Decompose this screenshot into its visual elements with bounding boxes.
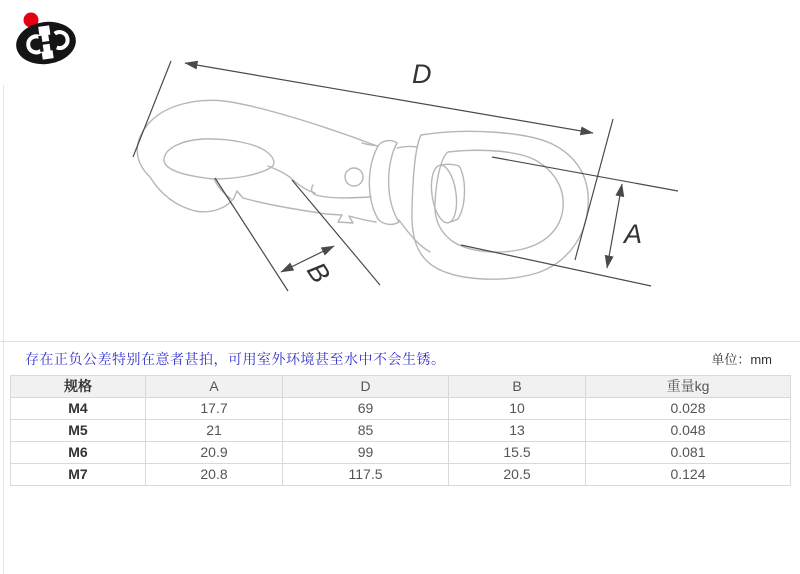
table-header-spec: 规格 xyxy=(11,376,146,398)
logo-letter: H xyxy=(35,28,57,58)
table-cell: 99 xyxy=(283,442,449,464)
dimension-label-d: D xyxy=(412,59,432,89)
table-cell-spec: M7 xyxy=(11,464,146,486)
table-cell-spec: M4 xyxy=(11,398,146,420)
table-cell: 15.5 xyxy=(449,442,586,464)
table-row xyxy=(11,420,791,442)
table-cell: 0.048 xyxy=(586,420,791,442)
table-row xyxy=(11,398,791,420)
table-cell: 0.124 xyxy=(586,464,791,486)
table-header-row xyxy=(11,376,791,398)
tolerance-note: 存在正负公差特别在意者甚拍，可用室外环境甚至水中不会生锈。 xyxy=(25,350,446,367)
table-cell: 20.5 xyxy=(449,464,586,486)
table-cell: 21 xyxy=(146,420,283,442)
table-cell-spec: M6 xyxy=(11,442,146,464)
snap-hook-outline xyxy=(137,100,588,279)
table-cell: 10 xyxy=(449,398,586,420)
spec-table xyxy=(10,375,791,486)
extension-line-b-left xyxy=(215,178,288,291)
table-cell: 20.8 xyxy=(146,464,283,486)
table-cell: 69 xyxy=(283,398,449,420)
table-row xyxy=(11,464,791,486)
table-cell: 0.028 xyxy=(586,398,791,420)
table-header-b: B xyxy=(449,376,586,398)
extension-line-d-right xyxy=(575,119,613,260)
dimension-lines xyxy=(133,61,678,291)
table-header-a: A xyxy=(146,376,283,398)
unit-label: 单位：mm xyxy=(711,352,772,367)
table-row xyxy=(11,442,791,464)
dimension-arrow-a xyxy=(607,184,622,268)
extension-line-a-top xyxy=(492,157,678,191)
table-cell: 20.9 xyxy=(146,442,283,464)
table-cell-spec: M5 xyxy=(11,420,146,442)
table-cell: 85 xyxy=(283,420,449,442)
dimension-arrow-d xyxy=(185,63,593,133)
table-cell: 13 xyxy=(449,420,586,442)
extension-line-b-right xyxy=(292,180,380,285)
dimension-label-a: A xyxy=(624,219,643,249)
note-row xyxy=(0,341,800,375)
dimension-label-b: B xyxy=(300,256,336,289)
table-header-weight: 重量kg xyxy=(586,376,791,398)
table-header-d: D xyxy=(283,376,449,398)
table-cell: 0.081 xyxy=(586,442,791,464)
table-cell: 17.7 xyxy=(146,398,283,420)
table-cell: 117.5 xyxy=(283,464,449,486)
extension-line-d-left xyxy=(133,61,171,157)
